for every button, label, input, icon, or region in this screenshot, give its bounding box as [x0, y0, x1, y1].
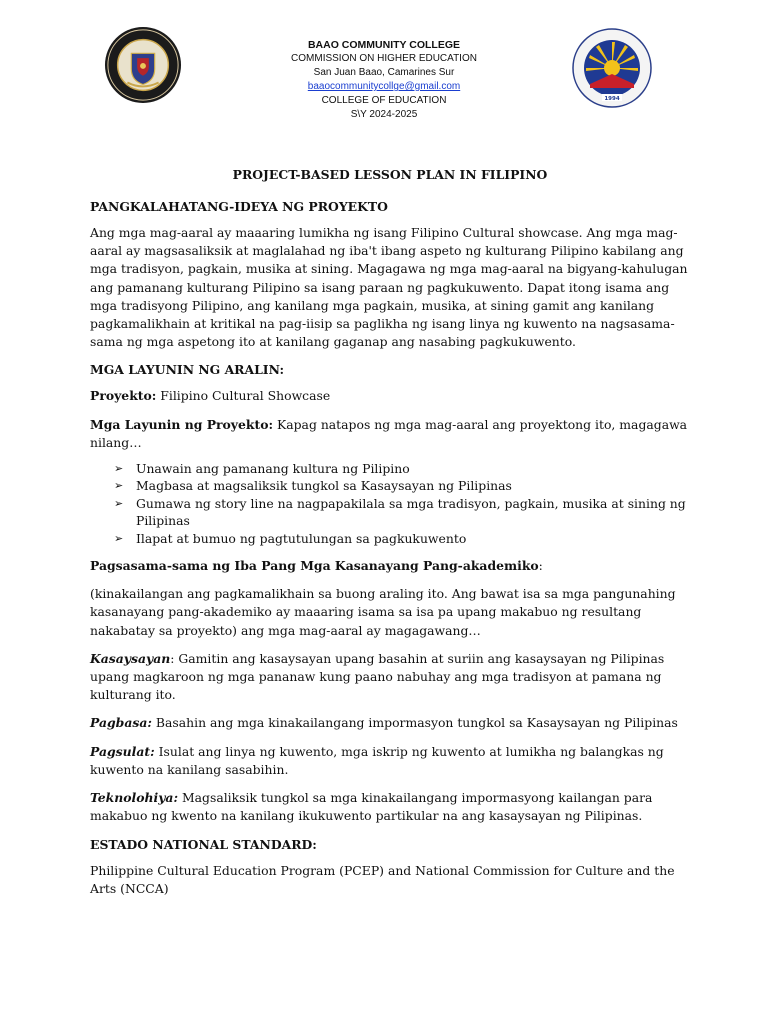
skill-reading: [90, 714, 690, 732]
overview-paragraph: Ang mga mag-aaral ay maaaring lumikha ng isang Filipino Cultural showcase. Ang mga mag-aaral ay magsasaliksik at maglalahad ng iba't ibang aspeto ng kulturang Pilipino kabilang ang mga tradisyon, pagkain, musika at sining. Magagawa ng mga mag-aaral na bigyang-kahulugan ang pamanang kulturang Pilipino sa isang paraan ng pagkukuwento. Dapat itong isama ang mga tradisyong Pilipino, ang kanilang mga pagkain, musika, at sining gamit ang kanilang pagkamalikhain at kritikal na pag-iisip sa paglikha ng isang linya ng kuwento na nagsasama-sama ng mga aspetong ito at kanilang gaganap ang nasabing pagkukuwento.: [90, 225, 688, 350]
list-item: ➢ Magbasa at magsaliksik tungkol sa Kasaysayan ng Pilipinas: [114, 478, 512, 494]
skill-history: Kasaysayan: Gamitin ang kasaysayan upang basahin at suriin ang kasaysayan ng Pilipinas upang magkaroon ng mga pananaw kung paano nabuhay ang mga tradisyon at pamana ng kulturang ito.: [90, 650, 665, 703]
skill-text: Magsaliksik tungkol sa mga kinakailangang impormasyong kailangan para makabuo ng kwento na kanilang ikukuwento partikular na ang kasaysayan ng Pilipinas.: [90, 790, 653, 824]
skill-label: Kasaysayan: [90, 650, 171, 666]
arrow-bullet-icon: ➢: [114, 479, 124, 493]
school-year: S\Y 2024-2025: [350, 109, 418, 120]
arrow-bullet-icon: ➢: [114, 496, 124, 510]
ched-seal: [572, 28, 652, 108]
lesson-plan-body: [90, 166, 690, 908]
department-name: COLLEGE OF EDUCATION: [321, 95, 447, 106]
ched-seal-year: 1994: [604, 96, 620, 102]
document-title: PROJECT-BASED LESSON PLAN IN FILIPINO: [232, 167, 548, 182]
objectives-heading: MGA LAYUNIN NG ARALIN:: [90, 362, 285, 378]
college-name: BAAO COMMUNITY COLLEGE: [307, 39, 461, 51]
project-label: Proyekto:: [90, 388, 157, 404]
goals-line: [90, 416, 690, 452]
baao-community-college-seal: [104, 26, 182, 104]
skill-label: Pagsulat:: [90, 743, 155, 759]
project-line: [90, 387, 690, 405]
arrow-bullet-icon: ➢: [114, 462, 124, 476]
integration-heading-line: Pagsasama-sama ng Iba Pang Mga Kasanayang Pang-akademiko:: [90, 558, 543, 574]
list-item: ➢ Ilapat at bumuo ng pagtutulungan sa pagkukuwento: [114, 530, 467, 546]
skill-text: Gamitin ang kasaysayan upang basahin at suriin ang kasaysayan ng Pilipinas upang magkaroon ng mga pananaw kung paano nabuhay ang mga tradisyon at pamana ng kulturang ito.: [90, 650, 665, 703]
standard-paragraph: Philippine Cultural Education Program (PCEP) and National Commission for Culture and the Arts (NCCA): [90, 862, 675, 896]
list-item: ➢ Unawain ang pamanang kultura ng Pilipino: [114, 461, 410, 477]
goals-label: Mga Layunin ng Proyekto:: [90, 416, 274, 432]
skill-text: Isulat ang linya ng kuwento, mga iskrip ng kuwento at lumikha ng balangkas ng kuwento na kanilang sasabihin.: [90, 743, 664, 777]
skill-technology: [90, 789, 690, 825]
standard-heading: ESTADO NATIONAL STANDARD:: [90, 836, 317, 852]
skill-label: Teknolohiya:: [90, 790, 179, 806]
skill-writing: [90, 743, 690, 779]
integration-label: Pagsasama-sama ng Iba Pang Mga Kasanayang Pang-akademiko: [90, 558, 539, 574]
skill-text: Basahin ang mga kinakailangang impormasyon tungkol sa Kasaysayan ng Pilipinas: [151, 715, 678, 731]
college-email-link[interactable]: baaocommunitycollge@gmail.com: [307, 81, 461, 92]
project-value: Filipino Cultural Showcase: [156, 388, 331, 404]
arrow-bullet-icon: ➢: [114, 531, 124, 545]
college-address: San Juan Baao, Camarines Sur: [313, 67, 455, 78]
list-item: ➢ Gumawa ng story line na nagpapakilala sa mga tradisyon, pagkain, musika at sining ng Pilipinas: [114, 495, 686, 529]
skill-label: Pagbasa:: [90, 715, 152, 731]
overview-heading: PANGKALAHATANG-IDEYA NG PROYEKTO: [90, 199, 388, 214]
commission-name: COMMISSION ON HIGHER EDUCATION: [291, 53, 477, 64]
objectives-list: [114, 460, 690, 547]
goals-text: Kapag natapos ng mga mag-aaral ang proyektong ito, magagawa nilang…: [90, 416, 688, 450]
letterhead: [240, 38, 528, 122]
integration-paragraph: (kinakailangan ang pagkamalikhain sa buong araling ito. Ang bawat isa sa mga pangunahing kasanayang pang-akademiko ay maaaring isama sa isa pa upang makabuo ng resultang nakabatay sa proyekto) ang mga mag-aaral ay magagawang…: [90, 586, 676, 638]
